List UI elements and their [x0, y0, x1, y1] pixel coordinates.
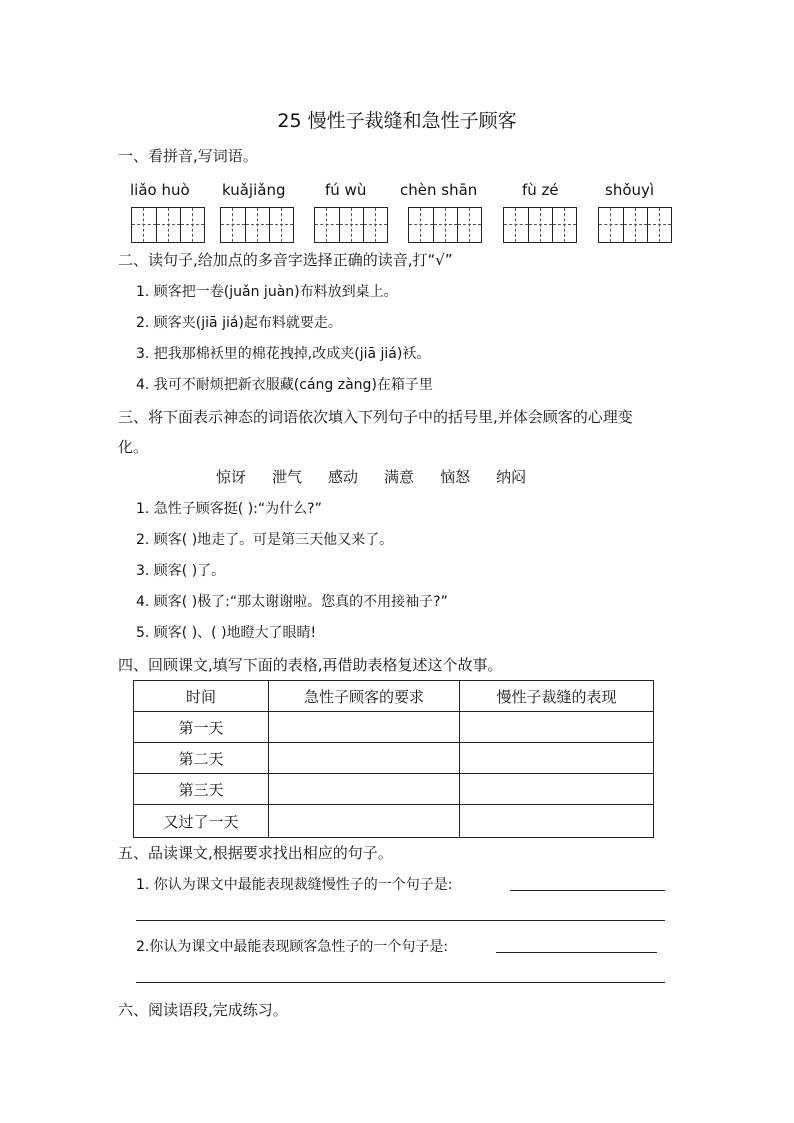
pinyin-1: liǎo huò	[130, 181, 190, 199]
word-bank-item: 纳闷	[496, 468, 527, 486]
section3-item: 2. 顾客( )地走了。可是第三天他又来了。	[136, 532, 394, 548]
word-bank-item: 恼怒	[440, 468, 471, 486]
writing-grid-2[interactable]	[220, 207, 294, 243]
answer-line[interactable]	[136, 982, 665, 983]
section2-item: 3. 把我那棉袄里的棉花拽掉,改成夹(jiā jiá)袄。	[136, 346, 431, 362]
table-cell[interactable]	[460, 712, 654, 743]
table-header: 慢性子裁缝的表现	[460, 681, 654, 712]
section2-heading: 二、读句子,给加点的多音字选择正确的读音,打“√”	[118, 251, 453, 269]
table-row	[134, 712, 654, 743]
section4-heading: 四、回顾课文,填写下面的表格,再借助表格复述这个故事。	[118, 656, 503, 674]
answer-line[interactable]	[496, 952, 657, 953]
table-cell[interactable]	[269, 805, 460, 838]
writing-grid-5[interactable]	[503, 207, 577, 243]
section5-question-1: 1. 你认为课文中最能表现裁缝慢性子的一个句子是:	[136, 877, 453, 893]
section2-item: 2. 顾客夹(jiā jiá)起布料就要走。	[136, 315, 342, 331]
section2-item: 1. 顾客把一卷(juǎn juàn)布料放到桌上。	[136, 284, 398, 300]
pinyin-2: kuǎjiǎng	[222, 181, 286, 199]
table-header: 时间	[134, 681, 269, 712]
writing-grid-1[interactable]	[131, 207, 205, 243]
section5-question-2: 2.你认为课文中最能表现顾客急性子的一个句子是:	[136, 939, 449, 955]
story-table	[133, 680, 654, 838]
pinyin-4: chèn shān	[400, 181, 478, 199]
pinyin-3: fú wù	[325, 181, 367, 199]
writing-grid-4[interactable]	[408, 207, 482, 243]
section3-item: 5. 顾客( )、( )地瞪大了眼睛!	[136, 625, 317, 641]
table-row	[134, 774, 654, 805]
word-bank-item: 惊讶	[216, 468, 247, 486]
table-row-label: 第一天	[134, 712, 269, 743]
answer-line[interactable]	[136, 920, 665, 921]
section3-heading-cont: 化。	[118, 438, 149, 456]
table-cell[interactable]	[460, 774, 654, 805]
section3-item: 1. 急性子顾客挺( ):“为什么?”	[136, 501, 322, 517]
section5-heading: 五、品读课文,根据要求找出相应的句子。	[118, 844, 393, 862]
table-header-row	[134, 681, 654, 712]
table-row-label: 第三天	[134, 774, 269, 805]
pinyin-6: shǒuyì	[605, 181, 655, 199]
writing-grid-3[interactable]	[314, 207, 388, 243]
writing-grid-6[interactable]	[598, 207, 672, 243]
table-cell[interactable]	[460, 743, 654, 774]
section3-item: 3. 顾客( )了。	[136, 563, 226, 579]
table-cell[interactable]	[269, 712, 460, 743]
table-row-label: 又过了一天	[134, 805, 269, 838]
word-bank-item: 满意	[384, 468, 415, 486]
word-bank-item: 感动	[328, 468, 359, 486]
word-bank-item: 泄气	[272, 468, 303, 486]
table-row-label: 第二天	[134, 743, 269, 774]
word-bank	[216, 466, 552, 487]
table-cell[interactable]	[269, 743, 460, 774]
table-row	[134, 743, 654, 774]
pinyin-5: fù zé	[522, 181, 559, 199]
table-header: 急性子顾客的要求	[269, 681, 460, 712]
table-row	[134, 805, 654, 838]
section1-heading: 一、看拼音,写词语。	[118, 147, 258, 165]
table-cell[interactable]	[269, 774, 460, 805]
section3-heading: 三、将下面表示神态的词语依次填入下列句子中的括号里,并体会顾客的心理变	[118, 408, 633, 426]
section6-heading: 六、阅读语段,完成练习。	[118, 1001, 288, 1019]
answer-line[interactable]	[510, 890, 665, 891]
section3-item: 4. 顾客( )极了:“那太谢谢啦。您真的不用接袖子?”	[136, 594, 448, 610]
page-title: 25 慢性子裁缝和急性子顾客	[277, 110, 517, 132]
section2-item: 4. 我可不耐烦把新衣服藏(cáng zàng)在箱子里	[136, 377, 433, 393]
table-cell[interactable]	[460, 805, 654, 838]
